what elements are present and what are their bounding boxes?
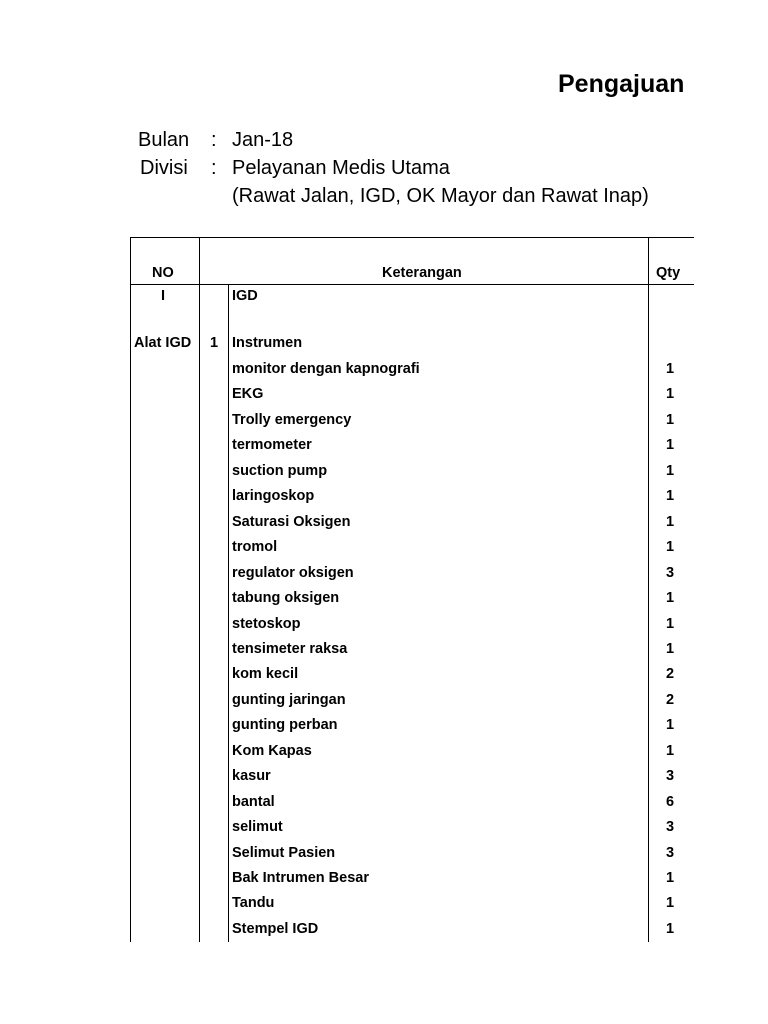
item-name: gunting jaringan [232, 692, 346, 708]
item-qty: 1 [665, 921, 675, 937]
item-name: tensimeter raksa [232, 641, 348, 657]
item-qty: 1 [665, 641, 675, 657]
item-name: Bak Intrumen Besar [232, 870, 369, 886]
item-qty: 3 [665, 819, 675, 835]
item-name: kasur [232, 768, 271, 784]
month-label: Bulan [138, 129, 190, 151]
item-name: suction pump [232, 463, 328, 479]
item-qty: 2 [665, 692, 675, 708]
item-qty: 1 [665, 539, 675, 555]
group-title: Instrumen [232, 335, 303, 351]
item-name: tabung oksigen [232, 590, 340, 606]
item-name: stetoskop [232, 616, 301, 632]
item-name: regulator oksigen [232, 565, 354, 581]
division-label: Divisi [140, 157, 188, 179]
qty-column-divider [648, 237, 649, 942]
division-value: Pelayanan Medis Utama [232, 157, 450, 179]
division-detail: (Rawat Jalan, IGD, OK Mayor dan Rawat Inap) [232, 185, 649, 207]
document-title: Pengajuan [558, 70, 685, 98]
item-qty: 1 [665, 386, 675, 402]
item-name: Tandu [232, 895, 275, 911]
header-bottom-border [130, 284, 694, 285]
header-no: NO [152, 265, 174, 281]
item-qty: 1 [665, 514, 675, 530]
item-qty: 1 [665, 361, 675, 377]
month-colon: : [211, 129, 217, 151]
item-name: monitor dengan kapnografi [232, 361, 420, 377]
item-name: Selimut Pasien [232, 845, 336, 861]
item-qty: 3 [665, 565, 675, 581]
item-name: Stempel IGD [232, 921, 319, 937]
item-qty: 1 [665, 717, 675, 733]
item-name: Saturasi Oksigen [232, 514, 351, 530]
item-qty: 3 [665, 768, 675, 784]
item-qty: 1 [665, 616, 675, 632]
division-colon: : [211, 157, 217, 179]
header-description: Keterangan [382, 265, 462, 281]
item-name: kom kecil [232, 666, 299, 682]
item-qty: 1 [665, 463, 675, 479]
group-label: Alat IGD [134, 335, 192, 351]
item-qty: 2 [665, 666, 675, 682]
header-qty: Qty [656, 265, 681, 281]
item-qty: 1 [665, 743, 675, 759]
item-qty: 1 [665, 895, 675, 911]
table-top-border [130, 237, 694, 238]
item-name: EKG [232, 386, 264, 402]
item-name: selimut [232, 819, 283, 835]
no-column-divider [199, 237, 200, 942]
item-name: laringoskop [232, 488, 315, 504]
item-qty: 1 [665, 412, 675, 428]
item-qty: 6 [665, 794, 675, 810]
item-name: Kom Kapas [232, 743, 312, 759]
item-name: gunting perban [232, 717, 338, 733]
month-value: Jan-18 [232, 129, 294, 151]
item-qty: 1 [665, 870, 675, 886]
table-left-border [130, 237, 131, 942]
item-qty: 1 [665, 488, 675, 504]
item-qty: 3 [665, 845, 675, 861]
section-title: IGD [232, 288, 258, 304]
group-number: 1 [210, 335, 219, 351]
number-column-divider [228, 284, 229, 942]
item-name: tromol [232, 539, 278, 555]
item-qty: 1 [665, 437, 675, 453]
item-qty: 1 [665, 590, 675, 606]
item-name: termometer [232, 437, 312, 453]
section-number: I [161, 288, 166, 304]
item-name: bantal [232, 794, 275, 810]
item-name: Trolly emergency [232, 412, 352, 428]
